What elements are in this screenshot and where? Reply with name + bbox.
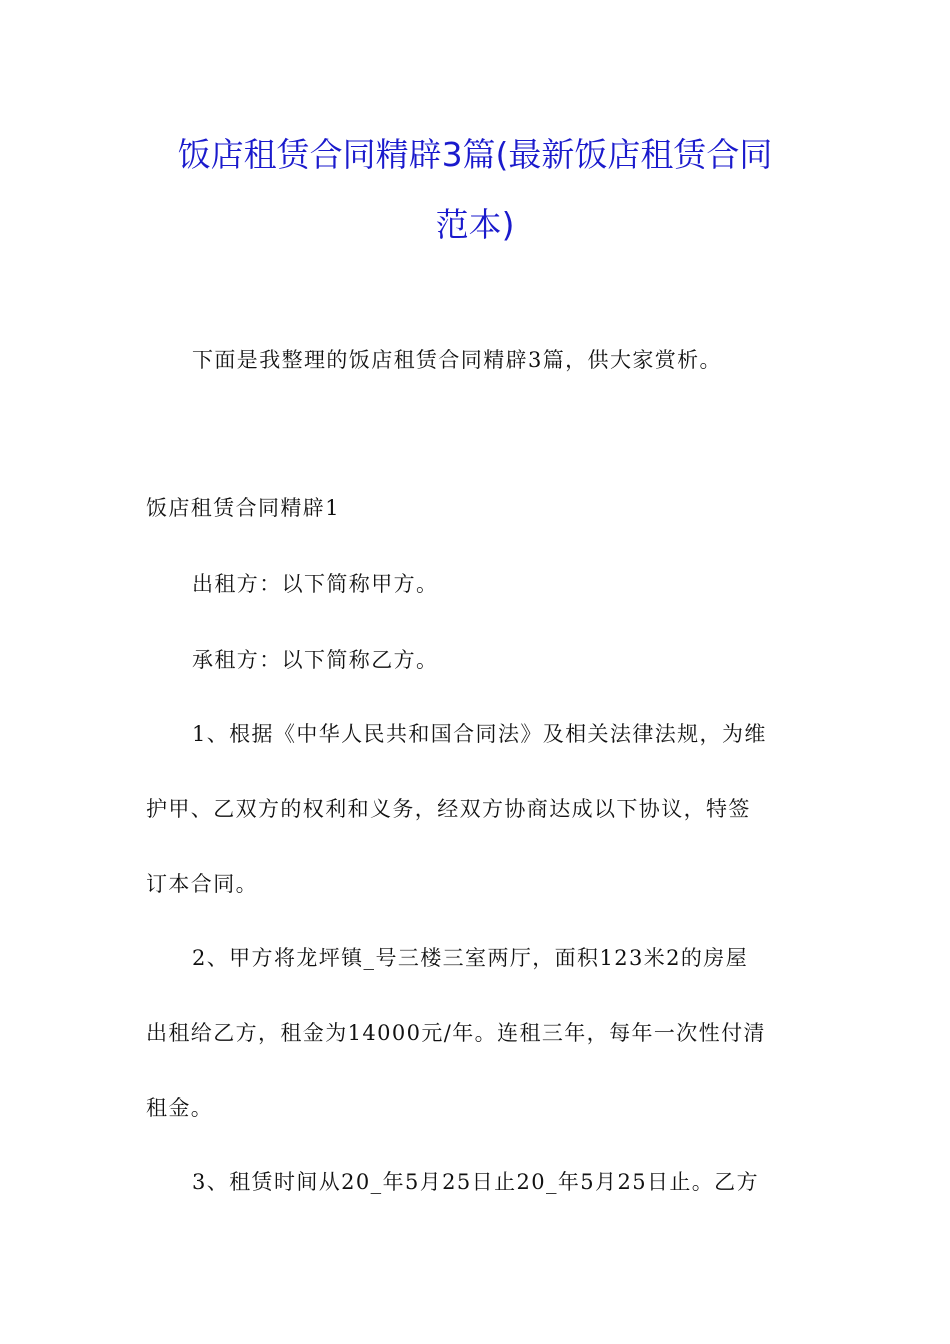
clause-1-line-2: 护甲、乙双方的权利和义务，经双方协商达成以下协议，特签 bbox=[146, 797, 751, 821]
lessor-line: 出租方：以下简称甲方。 bbox=[192, 572, 439, 596]
section-heading: 饭店租赁合同精辟1 bbox=[146, 496, 340, 520]
clause-3-line-1: 3、租赁时间从20_年5月25日止20_年5月25日止。乙方 bbox=[192, 1170, 759, 1194]
clause-2-line-3: 租金。 bbox=[146, 1096, 214, 1120]
intro-paragraph: 下面是我整理的饭店租赁合同精辟3篇，供大家赏析。 bbox=[192, 348, 722, 372]
clause-1-line-1: 1、根据《中华人民共和国合同法》及相关法律法规，为维 bbox=[192, 722, 767, 746]
clause-1-line-3: 订本合同。 bbox=[146, 872, 258, 896]
lessee-line: 承租方：以下简称乙方。 bbox=[192, 648, 439, 672]
clause-2-line-1: 2、甲方将龙坪镇_号三楼三室两厅，面积123米2的房屋 bbox=[192, 946, 749, 970]
clause-2-line-2: 出租给乙方，租金为14000元/年。连租三年，每年一次性付清 bbox=[146, 1021, 766, 1045]
document-title-line-1: 饭店租赁合同精辟3篇(最新饭店租赁合同 bbox=[177, 135, 773, 174]
document-title-line-2: 范本) bbox=[435, 205, 515, 244]
